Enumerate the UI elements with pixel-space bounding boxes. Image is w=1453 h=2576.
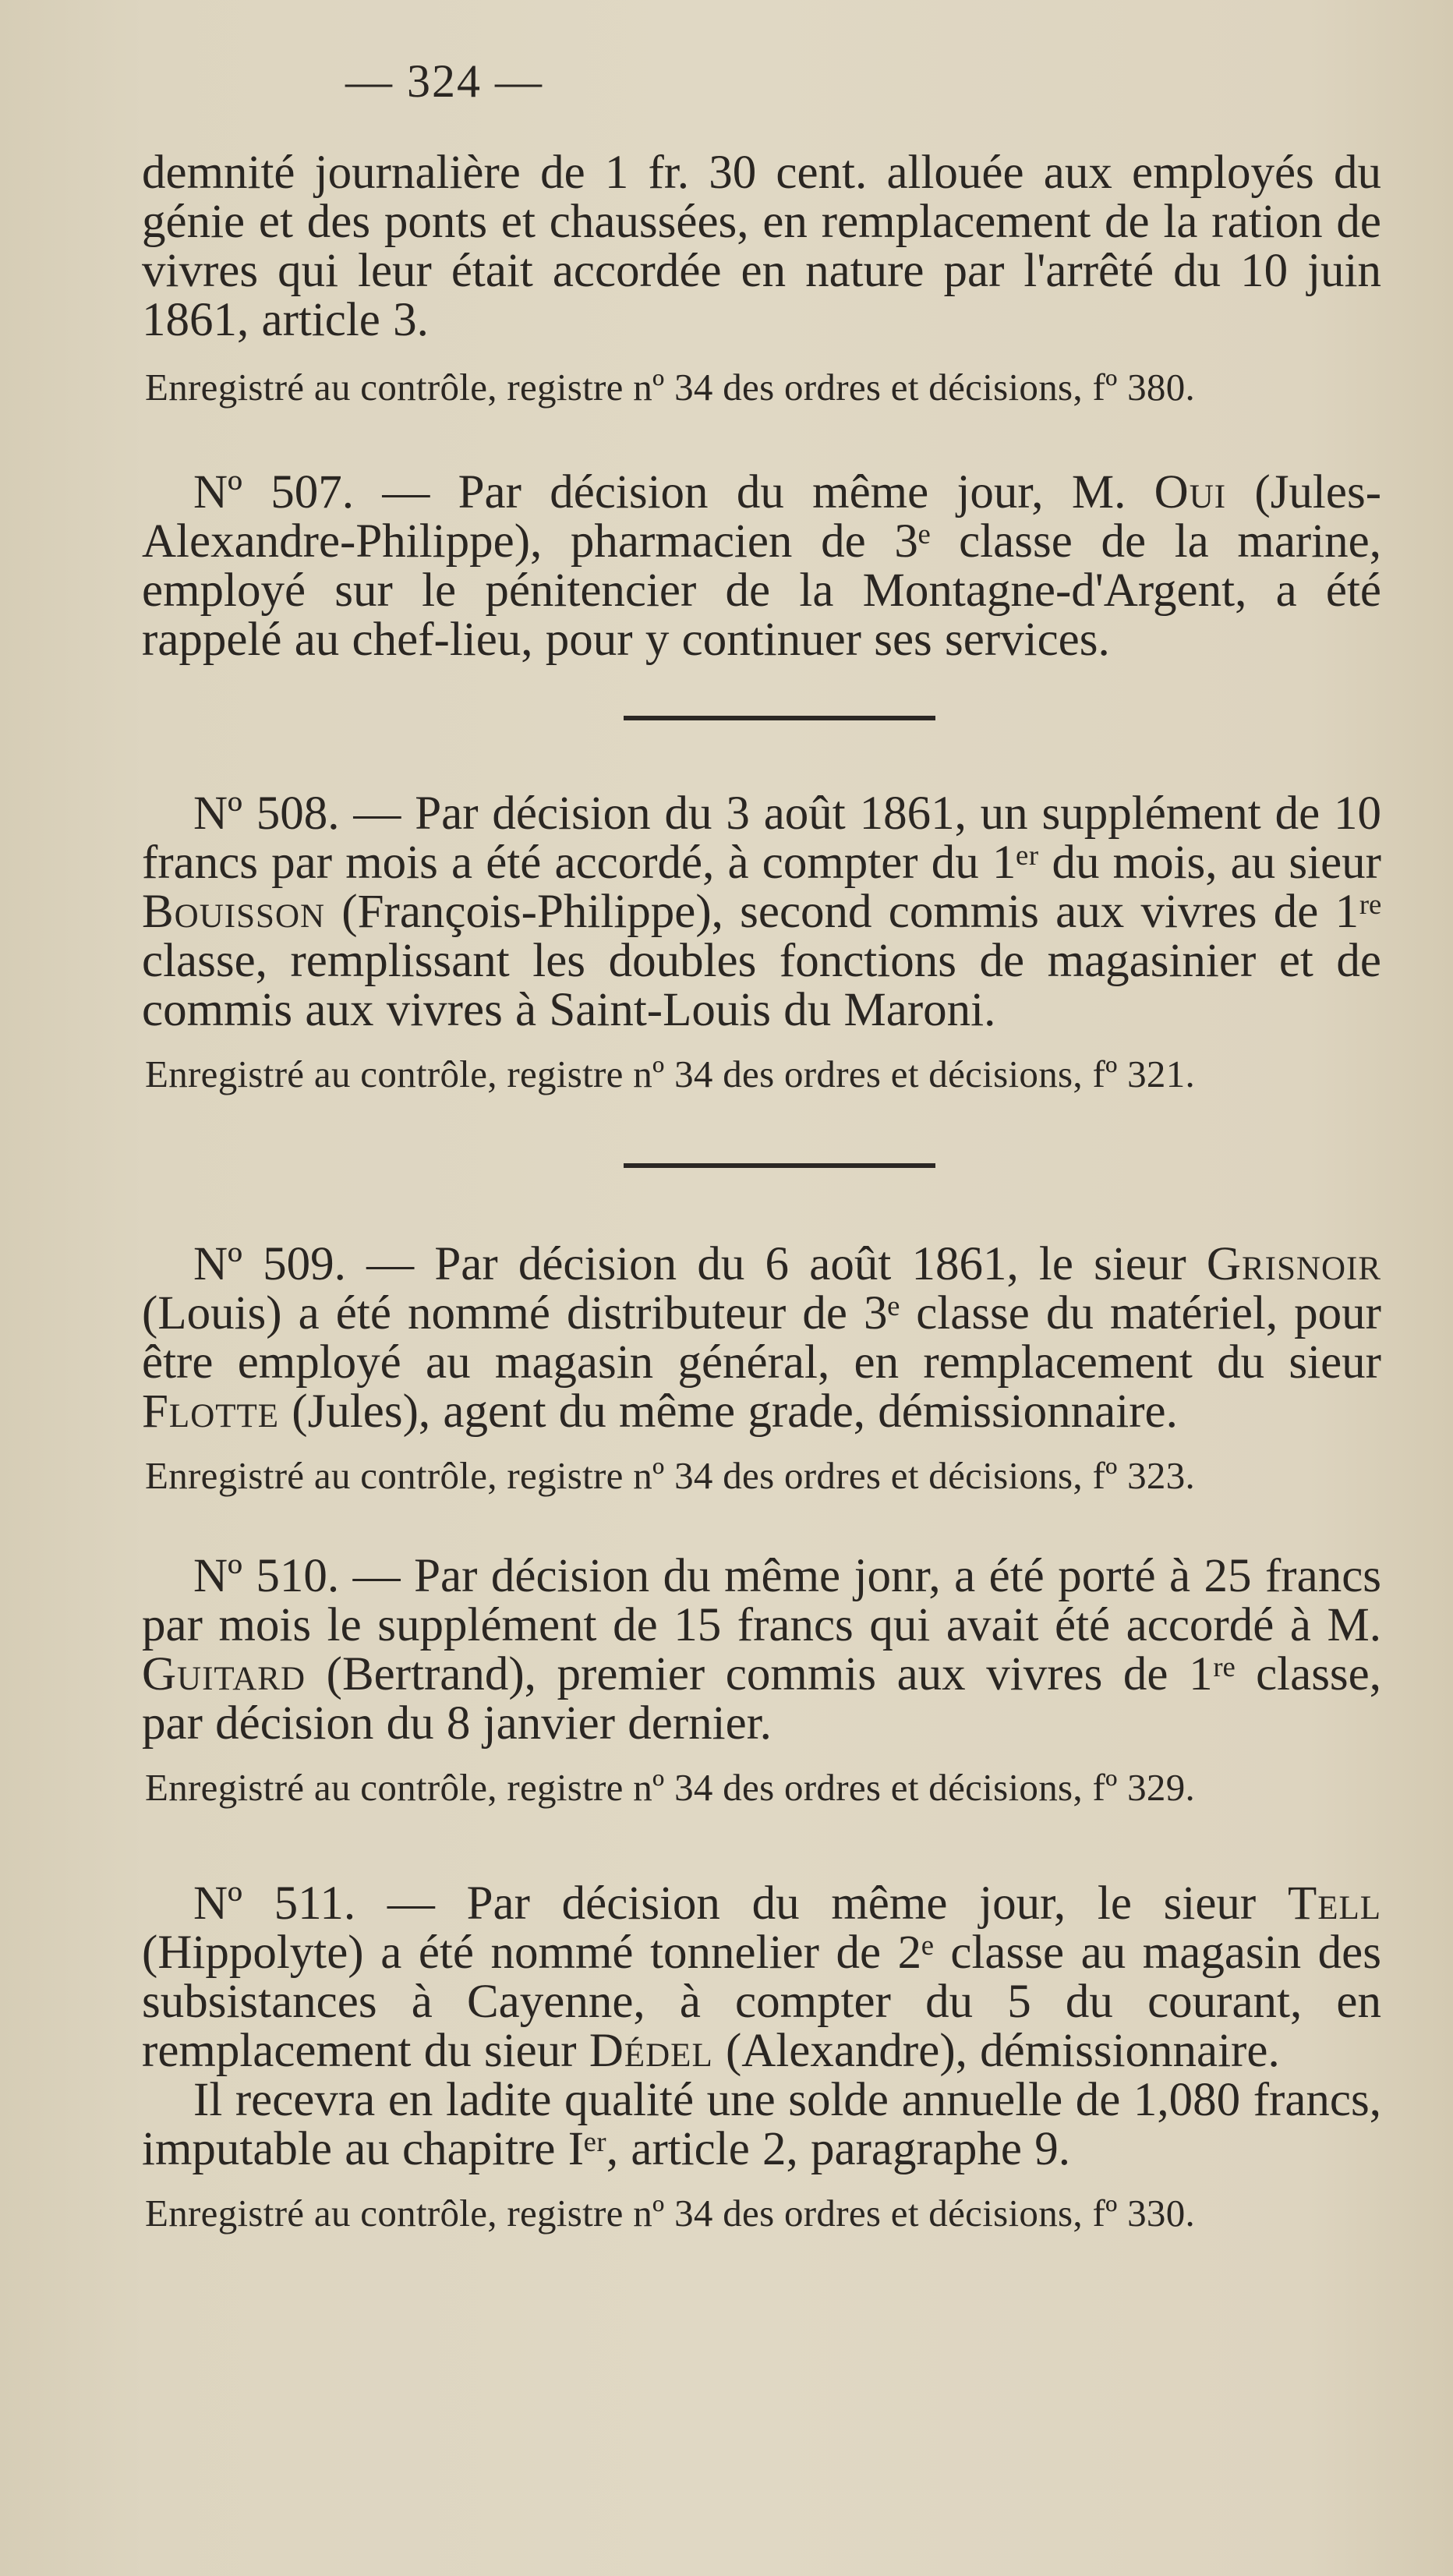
decision-text: Nº 509. — Par décision du 6 août 1861, le sieur Grisnoir (Louis) a été nommé distributeur de 3ᵉ classe du matériel, pour être employé au magasin général, en remplacement du sieur Flotte (Jules), agent du même grade, démissionnaire. bbox=[142, 1238, 1381, 1438]
person-name: Flotte bbox=[142, 1385, 280, 1438]
page-number: — 324 — bbox=[345, 55, 543, 107]
decision-511 bbox=[142, 1879, 1381, 2236]
registration-line: Enregistré au contrôle, registre nº 34 des ordres et décisions, fº 323. bbox=[145, 1454, 1196, 1497]
person-name: Grisnoir bbox=[1206, 1238, 1381, 1290]
decision-507 bbox=[142, 468, 1381, 664]
decision-text: Nº 511. — Par décision du même jour, le sieur Tell (Hippolyte) a été nommé tonnelier de 2ᵉ classe au magasin des subsistances à Cayenne, à compter du 5 du courant, en remplacement du sieur Dédel (Alexandre), démissionnaire. bbox=[142, 1877, 1381, 2077]
continuation-block bbox=[142, 148, 1381, 410]
decision-number: Nº 511. bbox=[193, 1877, 356, 1930]
person-name: Oui bbox=[1154, 466, 1227, 518]
decision-510 bbox=[142, 1552, 1381, 1810]
separator-rule bbox=[624, 1163, 935, 1168]
decision-paragraph: Il recevra en ladite qualité une solde annuelle de 1,080 francs, imputable au chapitre Iᵉʳ, article 2, paragraphe 9. bbox=[142, 2074, 1381, 2175]
person-name: Tell bbox=[1287, 1877, 1381, 1930]
person-name: Guitard bbox=[142, 1648, 306, 1700]
decision-number: Nº 507. bbox=[193, 466, 355, 518]
person-name: Dédel bbox=[589, 2025, 713, 2077]
registration-line: Enregistré au contrôle, registre nº 34 des ordres et décisions, fº 321. bbox=[145, 1053, 1196, 1095]
registration-line: Enregistré au contrôle, registre nº 34 des ordres et décisions, fº 329. bbox=[145, 1766, 1196, 1809]
decision-text: Nº 508. — Par décision du 3 août 1861, un supplément de 10 francs par mois a été accordé, à compter du 1ᵉʳ du mois, au sieur Bouisson (François-Philippe), second commis aux vivres de 1ʳᵉ classe, remplissant les doubles fonctions de magasinier et de commis aux vivres à Saint-Louis du Maroni. bbox=[142, 787, 1381, 1036]
separator-rule bbox=[624, 716, 935, 720]
decision-508 bbox=[142, 789, 1381, 1097]
decision-text: Nº 510. — Par décision du même jonr, a été porté à 25 francs par mois le supplément de 15 francs qui avait été accordé à M. Guitard (Bertrand), premier commis aux vivres de 1ʳᵉ classe, par décision du 8 janvier dernier. bbox=[142, 1550, 1382, 1750]
continuation-text: demnité journalière de 1 fr. 30 cent. allouée aux employés du génie et des ponts et chaussées, en remplacement de la ration de vivres qui leur était accordée en nature par l'arrêté du 10 juin 1861, article 3. bbox=[142, 147, 1381, 346]
person-name: Bouisson bbox=[142, 886, 326, 938]
decision-509 bbox=[142, 1240, 1381, 1499]
decision-number: Nº 509. bbox=[193, 1238, 346, 1290]
registration-line: Enregistré au contrôle, registre nº 34 des ordres et décisions, fº 330. bbox=[145, 2192, 1196, 2235]
registration-line: Enregistré au contrôle, registre nº 34 des ordres et décisions, fº 380. bbox=[145, 366, 1196, 409]
decision-text: Nº 507. — Par décision du même jour, M. Oui (Jules-Alexandre-Philippe), pharmacien de 3ᵉ classe de la marine, employé sur le pénitencier de la Montagne-d'Argent, a été rappelé au chef-lieu, pour y continuer ses services. bbox=[142, 466, 1382, 666]
decision-number: Nº 510. bbox=[193, 1550, 340, 1602]
decision-number: Nº 508. bbox=[193, 787, 340, 840]
